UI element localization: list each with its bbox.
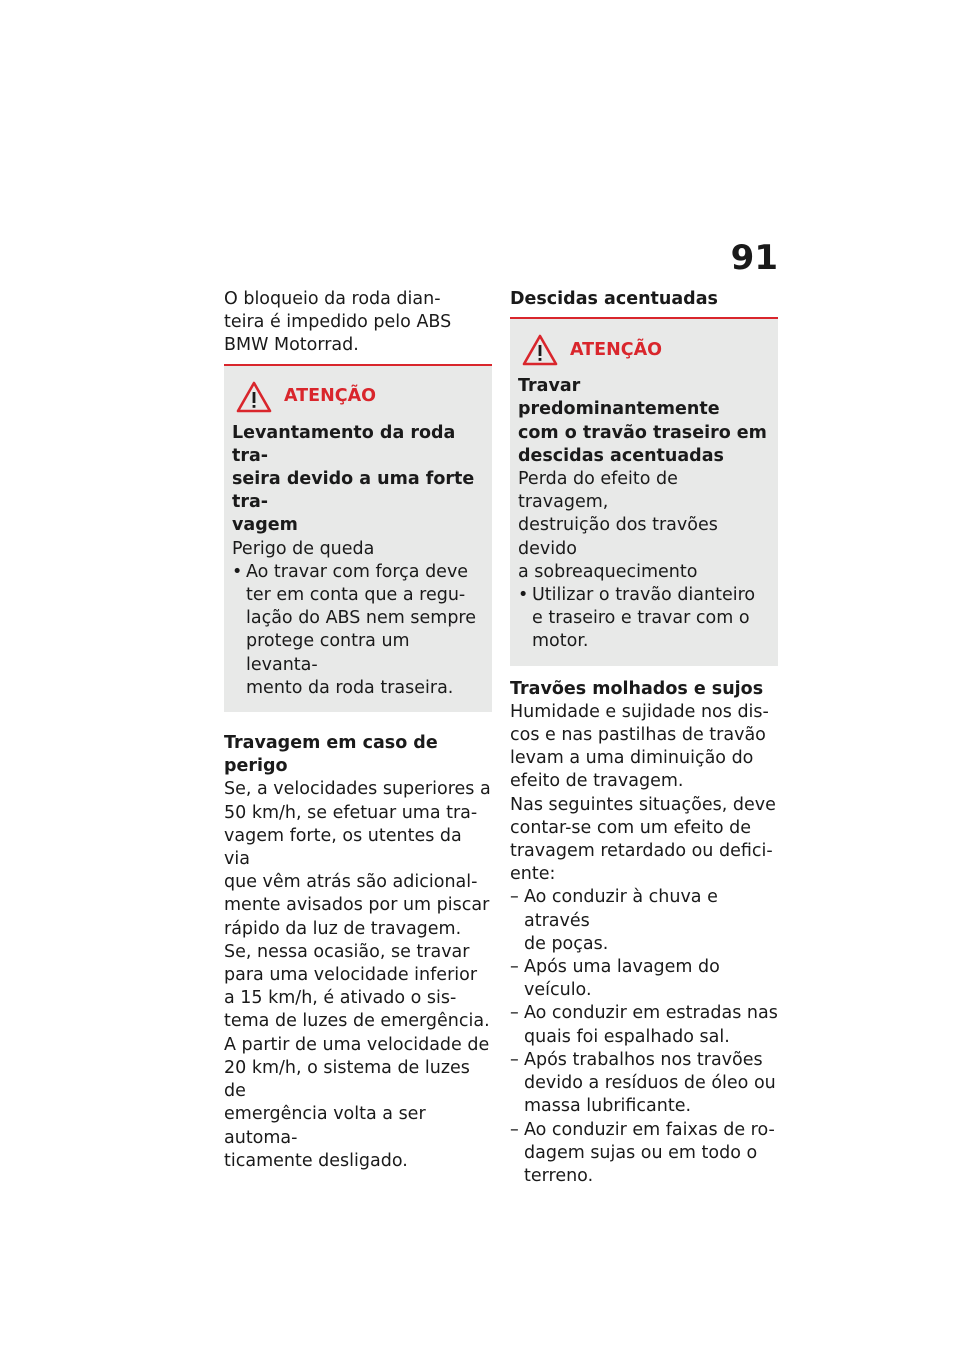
body-line: Se, nessa ocasião, se travar bbox=[224, 941, 470, 962]
warning-bullet bbox=[518, 584, 770, 654]
section-heading-travagem: Travagem em caso de perigo bbox=[224, 733, 438, 777]
body-line: ente: bbox=[510, 864, 556, 885]
body-line: que vêm atrás são adicional- bbox=[224, 872, 478, 893]
page-number: 91 bbox=[730, 238, 778, 278]
intro-line: teira é impedido pelo ABS bbox=[224, 312, 452, 333]
warning-title-row bbox=[522, 333, 770, 367]
section-body-travagem bbox=[224, 778, 492, 1172]
dash-line: terreno. bbox=[524, 1165, 594, 1186]
dash-line: Ao conduzir em faixas de ro- bbox=[524, 1119, 775, 1140]
body-line: a 15 km/h, é ativado o sis- bbox=[224, 988, 457, 1009]
body-line: travagem retardado ou defici- bbox=[510, 841, 773, 862]
dash-line: devido a resíduos de óleo ou bbox=[524, 1073, 776, 1094]
warning-triangle-icon bbox=[236, 381, 272, 413]
body-line: Nas seguintes situações, deve bbox=[510, 794, 776, 815]
warning-box-descents bbox=[510, 319, 778, 665]
right-column bbox=[510, 288, 778, 1188]
left-column bbox=[224, 288, 492, 1173]
dash-list-item bbox=[510, 886, 778, 956]
body-line: 20 km/h, o sistema de luzes de bbox=[224, 1057, 470, 1102]
warning-heading-line: Levantamento da roda tra- bbox=[232, 422, 456, 466]
dash-mark: – bbox=[510, 1119, 519, 1140]
body-line: rápido da luz de travagem. bbox=[224, 918, 462, 939]
warning-consequence-line: Perda do efeito de travagem, bbox=[518, 469, 678, 513]
warning-consequence: Perigo de queda bbox=[232, 538, 375, 559]
bullet-line: lação do ABS nem sempre bbox=[246, 608, 477, 629]
intro-line: BMW Motorrad. bbox=[224, 335, 359, 356]
bullet-line: protege contra um levanta- bbox=[246, 631, 410, 675]
dash-mark: – bbox=[510, 1003, 519, 1024]
dash-line: Após trabalhos nos travões bbox=[524, 1049, 763, 1070]
intro-line: O bloqueio da roda dian- bbox=[224, 289, 441, 309]
dash-line: massa lubrificante. bbox=[524, 1096, 692, 1117]
bullet-line: motor. bbox=[532, 631, 589, 652]
bullet-line: mento da roda traseira. bbox=[246, 677, 454, 698]
section-heading-descidas: Descidas acentuadas bbox=[510, 289, 718, 309]
section-heading-travoes: Travões molhados e sujos bbox=[510, 678, 764, 699]
body-line: levam a uma diminuição do bbox=[510, 748, 754, 769]
dash-line: dagem sujas ou em todo o bbox=[524, 1142, 758, 1163]
warning-title-row bbox=[236, 380, 484, 414]
body-line: A partir de uma velocidade de bbox=[224, 1034, 490, 1055]
body-line: para uma velocidade inferior bbox=[224, 965, 478, 986]
warning-consequence-line: destruição dos travões devido bbox=[518, 515, 718, 559]
dash-line: quais foi espalhado sal. bbox=[524, 1026, 730, 1047]
dash-list-item bbox=[510, 956, 778, 1002]
dash-list bbox=[510, 886, 778, 1188]
body-line: vagem forte, os utentes da via bbox=[224, 825, 462, 870]
dash-mark: – bbox=[510, 887, 519, 908]
body-line: emergência volta a ser automa- bbox=[224, 1104, 426, 1148]
dash-list-item bbox=[510, 1002, 778, 1048]
dash-line: de poças. bbox=[524, 933, 609, 954]
warning-title: ATENÇÃO bbox=[284, 386, 376, 407]
dash-mark: – bbox=[510, 957, 519, 978]
body-line: mente avisados por um piscar bbox=[224, 895, 490, 916]
warning-bullet bbox=[232, 561, 484, 700]
dash-line: Ao conduzir em estradas nas bbox=[524, 1003, 778, 1024]
dash-line: Ao conduzir à chuva e através bbox=[524, 887, 718, 931]
body-line: Se, a velocidades superiores a bbox=[224, 779, 491, 800]
bullet-mark: • bbox=[518, 585, 529, 606]
bullet-line: Ao travar com força deve bbox=[246, 561, 469, 582]
body-line: ticamente desligado. bbox=[224, 1150, 408, 1171]
warning-triangle-icon bbox=[522, 334, 558, 366]
warning-heading-line: descidas acentuadas bbox=[518, 445, 724, 466]
warning-heading-line: com o travão traseiro em bbox=[518, 422, 767, 443]
warning-consequence-line: a sobreaquecimento bbox=[518, 561, 698, 582]
warning-heading-line: seira devido a uma forte tra- bbox=[232, 469, 475, 513]
warning-heading-line: Travar predominantemente bbox=[518, 376, 720, 420]
warning-title: ATENÇÃO bbox=[570, 339, 662, 360]
warning-box-rear-wheel-lift bbox=[224, 366, 492, 712]
body-line: efeito de travagem. bbox=[510, 771, 684, 792]
body-line: tema de luzes de emergência. bbox=[224, 1011, 490, 1032]
bullet-line: Utilizar o travão dianteiro bbox=[532, 585, 756, 606]
bullet-line: ter em conta que a regu- bbox=[246, 585, 466, 606]
bullet-mark: • bbox=[232, 561, 243, 582]
body-line: Humidade e sujidade nos dis- bbox=[510, 701, 769, 722]
dash-line: Após uma lavagem do veículo. bbox=[524, 957, 720, 1001]
body-line: cos e nas pastilhas de travão bbox=[510, 725, 766, 746]
body-line: contar-se com um efeito de bbox=[510, 817, 752, 838]
body-line: 50 km/h, se efetuar uma tra- bbox=[224, 802, 478, 823]
dash-mark: – bbox=[510, 1049, 519, 1070]
warning-heading-line: vagem bbox=[232, 515, 298, 536]
bullet-line: e traseiro e travar com o bbox=[532, 608, 750, 629]
dash-list-item bbox=[510, 1049, 778, 1119]
intro-text bbox=[224, 288, 492, 358]
section-body-travoes bbox=[510, 701, 778, 887]
dash-list-item bbox=[510, 1119, 778, 1189]
